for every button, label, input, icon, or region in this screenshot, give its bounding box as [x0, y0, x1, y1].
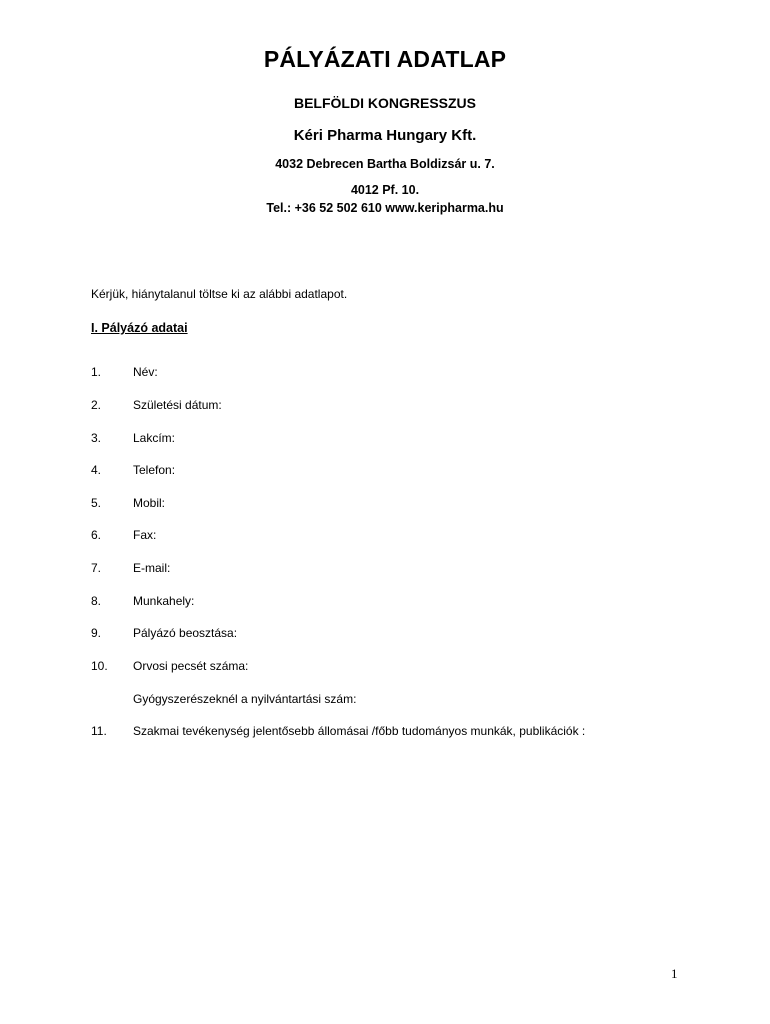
field-number: 7.	[91, 561, 102, 575]
field-number: 10.	[91, 659, 108, 673]
field-label-professional-activity: Szakmai tevékenység jelentősebb állomásai /főbb tudományos munkák, publikációk :	[133, 724, 586, 738]
company-name: Kéri Pharma Hungary Kft.	[293, 127, 477, 144]
company-contact: Tel.: +36 52 502 610 www.keripharma.hu	[266, 201, 504, 215]
field-label-name: Név:	[133, 365, 158, 379]
field-number: 6.	[91, 528, 102, 542]
field-number: 8.	[91, 594, 102, 608]
field-label-birth-date: Születési dátum:	[133, 398, 222, 412]
field-number: 5.	[91, 496, 102, 510]
company-po-box: 4012 Pf. 10.	[350, 183, 420, 197]
field-number: 11.	[91, 724, 107, 738]
field-number: 1.	[91, 365, 102, 379]
field-number: 4.	[91, 463, 102, 477]
field-label-email: E-mail:	[133, 561, 171, 575]
field-label-registration-number: Gyógyszerészeknél a nyilvántartási szám:	[133, 692, 357, 706]
field-number: 9.	[91, 626, 102, 640]
page-title: PÁLYÁZATI ADATLAP	[263, 46, 507, 72]
section-title: I. Pályázó adatai	[91, 321, 188, 335]
field-label-position: Pályázó beosztása:	[133, 626, 238, 640]
field-label-address: Lakcím:	[133, 431, 176, 445]
field-number: 2.	[91, 398, 102, 412]
field-label-workplace: Munkahely:	[133, 594, 195, 608]
intro-text: Kérjük, hiánytalanul töltse ki az alábbi adatlapot.	[91, 287, 348, 301]
field-label-mobile: Mobil:	[133, 496, 166, 510]
page-number: 1	[671, 966, 678, 981]
field-label-stamp-number: Orvosi pecsét száma:	[133, 659, 249, 673]
field-number: 3.	[91, 431, 102, 445]
field-label-phone: Telefon:	[133, 463, 176, 477]
company-address: 4032 Debrecen Bartha Boldizsár u. 7.	[275, 157, 495, 171]
field-label-fax: Fax:	[133, 528, 157, 542]
page-subtitle: BELFÖLDI KONGRESSZUS	[293, 95, 476, 111]
